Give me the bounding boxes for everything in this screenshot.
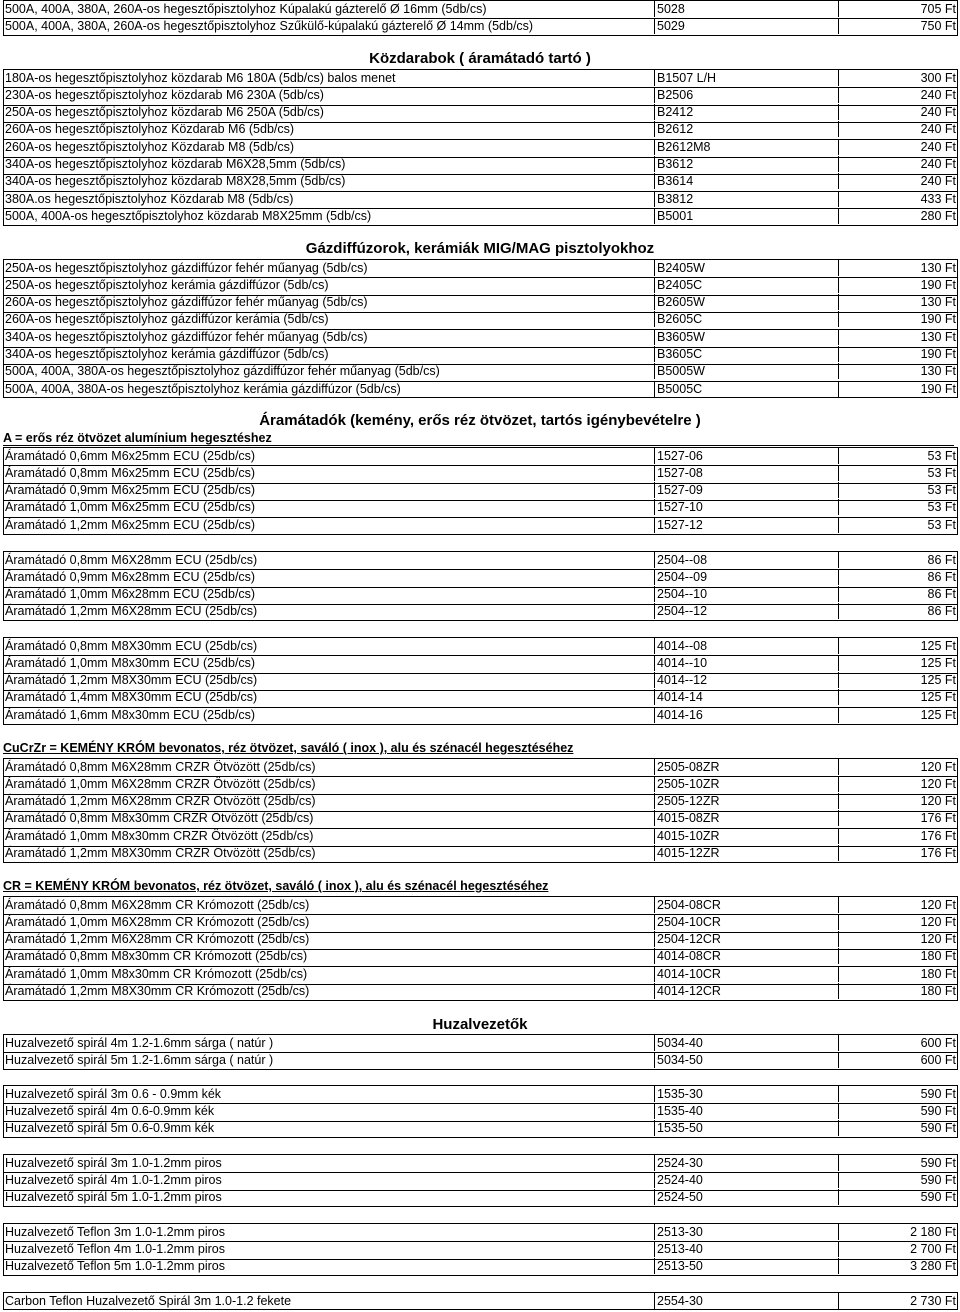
product-price: 53 Ft xyxy=(927,465,956,480)
product-description: 500A, 400A, 380A-os hegesztőpisztolyhoz gázdiffúzor fehér műanyag (5db/cs) xyxy=(3,363,655,379)
product-price: 590 Ft xyxy=(920,1172,956,1187)
product-price: 190 Ft xyxy=(920,347,956,361)
product-price: 53 Ft xyxy=(927,483,956,498)
section-subheading: CR = KEMÉNY KRÓM bevonatos, réz ötvözet, saváló ( inox ), alu és szénacél hegesztéséhez xyxy=(3,879,549,893)
product-description: Carbon Teflon Huzalvezető Spirál 3m 1.0-1.2 fekete xyxy=(3,1293,655,1309)
product-price: 180 Ft xyxy=(920,984,956,998)
product-description: Huzalvezető Teflon 4m 1.0-1.2mm piros xyxy=(3,1241,655,1257)
product-description: Áramátadó 1,2mm M6X28mm CRZR Ötvözött (25db/cs) xyxy=(3,793,655,809)
product-description: 260A-os hegesztőpisztolyhoz gázdiffúzor kerámia (5db/cs) xyxy=(3,311,655,327)
table-row xyxy=(3,294,958,310)
product-description: 230A-os hegesztőpisztolyhoz közdarab M6 230A (5db/cs) xyxy=(3,87,655,103)
table-row xyxy=(3,499,958,515)
product-price: 705 Ft xyxy=(920,1,956,16)
product-price: 240 Ft xyxy=(920,122,956,137)
product-code: 4015-10ZR xyxy=(655,828,839,844)
product-price: 433 Ft xyxy=(920,191,956,206)
product-description: Áramátadó 0,8mm M6X28mm CRZR Ötvözött (25db/cs) xyxy=(3,759,655,775)
table-row xyxy=(3,482,958,498)
table-row xyxy=(3,1086,958,1102)
table-row xyxy=(3,1155,958,1171)
table-row xyxy=(3,104,958,120)
product-code: 2513-40 xyxy=(655,1241,839,1257)
product-code: 2504--09 xyxy=(655,569,839,585)
product-price: 590 Ft xyxy=(920,1121,956,1136)
product-code: 4014-08CR xyxy=(655,948,839,964)
product-description: 500A, 400A, 380A-os hegesztőpisztolyhoz kerámia gázdiffúzor (5db/cs) xyxy=(3,381,655,397)
product-description: Huzalvezető Teflon 3m 1.0-1.2mm piros xyxy=(3,1224,655,1240)
product-price: 240 Ft xyxy=(920,105,956,120)
product-code: 2524-50 xyxy=(655,1189,839,1205)
product-code: 1527-09 xyxy=(655,482,839,498)
product-code: 4015-08ZR xyxy=(655,810,839,826)
table-row xyxy=(3,914,958,930)
table-row xyxy=(3,810,958,826)
product-description: Huzalvezető spirál 5m 1.0-1.2mm piros xyxy=(3,1189,655,1205)
table-row xyxy=(3,1052,958,1068)
product-description: 250A-os hegesztőpisztolyhoz kerámia gázdiffúzor (5db/cs) xyxy=(3,277,655,293)
product-price: 86 Ft xyxy=(927,552,956,567)
product-code: 2505-08ZR xyxy=(655,759,839,775)
product-price: 300 Ft xyxy=(920,70,956,85)
product-description: Áramátadó 1,2mm M8X30mm ECU (25db/cs) xyxy=(3,672,655,688)
product-price: 176 Ft xyxy=(920,828,956,843)
product-description: Áramátadó 1,6mm M8x30mm ECU (25db/cs) xyxy=(3,707,655,723)
product-code: B5001 xyxy=(655,208,839,224)
product-code: 4014-10CR xyxy=(655,966,839,982)
product-price: 120 Ft xyxy=(920,776,956,791)
product-description: Huzalvezető Teflon 5m 1.0-1.2mm piros xyxy=(3,1258,655,1274)
table-row xyxy=(3,983,958,999)
product-description: 340A-os hegesztőpisztolyhoz közdarab M6X28,5mm (5db/cs) xyxy=(3,156,655,172)
product-price: 130 Ft xyxy=(920,364,956,379)
product-price: 86 Ft xyxy=(927,604,956,619)
product-description: 340A-os hegesztőpisztolyhoz közdarab M8X28,5mm (5db/cs) xyxy=(3,173,655,189)
product-description: 180A-os hegesztőpisztolyhoz közdarab M6 180A (5db/cs) balos menet xyxy=(3,70,655,86)
table-row xyxy=(3,759,958,775)
table-row xyxy=(3,897,958,913)
table-row xyxy=(3,655,958,671)
table-row xyxy=(3,1224,958,1240)
product-price: 750 Ft xyxy=(920,18,956,33)
product-code: B3605C xyxy=(655,346,839,362)
table-row xyxy=(3,1035,958,1051)
table-row xyxy=(3,173,958,189)
product-code: B5005C xyxy=(655,381,839,397)
table-row xyxy=(3,329,958,345)
product-description: Áramátadó 1,2mm M6X28mm CR Krómozott (25db/cs) xyxy=(3,931,655,947)
table-row xyxy=(3,552,958,568)
table-row xyxy=(3,672,958,688)
product-price: 180 Ft xyxy=(920,966,956,981)
product-description: Áramátadó 0,8mm M6x25mm ECU (25db/cs) xyxy=(3,465,655,481)
product-price: 240 Ft xyxy=(920,87,956,102)
section-heading: Áramátadók (kemény, erős réz ötvözet, tartós igénybevételre ) xyxy=(259,412,701,429)
product-code: 2554-30 xyxy=(655,1293,839,1309)
product-price: 600 Ft xyxy=(920,1052,956,1067)
product-code: 4014--10 xyxy=(655,655,839,671)
section-heading: Gázdiffúzorok, kerámiák MIG/MAG pisztolyokhoz xyxy=(305,240,655,257)
product-price: 240 Ft xyxy=(920,157,956,171)
product-description: Áramátadó 1,2mm M8X30mm CRZR Ötvözött (25db/cs) xyxy=(3,845,655,861)
product-code: 2513-50 xyxy=(655,1258,839,1274)
product-description: Huzalvezető spirál 4m 1.0-1.2mm piros xyxy=(3,1172,655,1188)
table-row xyxy=(3,363,958,379)
product-code: 5029 xyxy=(655,18,839,34)
table-row xyxy=(3,191,958,207)
table-row xyxy=(3,208,958,224)
product-description: Áramátadó 0,8mm M6X28mm ECU (25db/cs) xyxy=(3,552,655,568)
product-code: 5028 xyxy=(655,1,839,17)
table-row xyxy=(3,139,958,155)
product-price: 280 Ft xyxy=(920,208,956,223)
product-description: Áramátadó 1,4mm M8X30mm ECU (25db/cs) xyxy=(3,689,655,705)
product-description: Áramátadó 1,0mm M8x30mm ECU (25db/cs) xyxy=(3,655,655,671)
product-description: Áramátadó 0,6mm M6x25mm ECU (25db/cs) xyxy=(3,448,655,464)
table-row xyxy=(3,1189,958,1205)
product-price: 176 Ft xyxy=(920,811,956,826)
product-description: Huzalvezető spirál 4m 0.6-0.9mm kék xyxy=(3,1103,655,1119)
product-code: 2504-08CR xyxy=(655,897,839,913)
product-description: 500A, 400A, 380A, 260A-os hegesztőpisztolyhoz Szűkülő-kúpalakú gázterelő Ø 14mm (5db/cs) xyxy=(3,18,655,34)
table-row xyxy=(3,346,958,362)
product-description: Huzalvezető spirál 5m 1.2-1.6mm sárga ( natúr ) xyxy=(3,1052,655,1068)
product-description: Áramátadó 1,0mm M6x28mm ECU (25db/cs) xyxy=(3,586,655,602)
product-code: 1535-40 xyxy=(655,1103,839,1119)
product-description: 260A-os hegesztőpisztolyhoz gázdiffúzor fehér műanyag (5db/cs) xyxy=(3,294,655,310)
product-code: B2605C xyxy=(655,311,839,327)
table-row xyxy=(3,1241,958,1257)
product-code: B3614 xyxy=(655,173,839,189)
product-code: B1507 L/H xyxy=(655,70,839,86)
product-code: 1527-10 xyxy=(655,499,839,515)
product-price: 190 Ft xyxy=(920,277,956,292)
product-price: 2 730 Ft xyxy=(910,1293,956,1308)
product-description: Áramátadó 0,8mm M6X28mm CR Krómozott (25db/cs) xyxy=(3,897,655,913)
section-subheading: CuCrZr = KEMÉNY KRÓM bevonatos, réz ötvözet, saváló ( inox ), alu és szénacél hegesztéséhez xyxy=(3,741,574,755)
table-row xyxy=(3,689,958,705)
product-description: Huzalvezető spirál 3m 1.0-1.2mm piros xyxy=(3,1155,655,1171)
table-row xyxy=(3,448,958,464)
product-price: 125 Ft xyxy=(920,690,956,705)
table-row xyxy=(3,1103,958,1119)
table-row xyxy=(3,845,958,861)
product-code: 1527-12 xyxy=(655,517,839,533)
product-code: 2504--08 xyxy=(655,552,839,568)
product-description: Huzalvezető spirál 5m 0.6-0.9mm kék xyxy=(3,1120,655,1136)
product-description: 380A.os hegesztőpisztolyhoz Közdarab M8 (5db/cs) xyxy=(3,191,655,207)
product-code: B2506 xyxy=(655,87,839,103)
table-row xyxy=(3,1,958,17)
table-row xyxy=(3,586,958,602)
product-description: Huzalvezető spirál 3m 0.6 - 0.9mm kék xyxy=(3,1086,655,1102)
product-code: 5034-50 xyxy=(655,1052,839,1068)
product-description: Áramátadó 0,8mm M8x30mm CRZR Ötvözött (25db/cs) xyxy=(3,810,655,826)
product-description: Áramátadó 1,0mm M6x25mm ECU (25db/cs) xyxy=(3,499,655,515)
product-price: 125 Ft xyxy=(920,707,956,722)
product-code: 2505-12ZR xyxy=(655,793,839,809)
product-price: 190 Ft xyxy=(920,312,956,327)
product-code: 2504-10CR xyxy=(655,914,839,930)
product-code: B2605W xyxy=(655,294,839,310)
product-price: 53 Ft xyxy=(927,500,956,515)
product-price: 2 180 Ft xyxy=(910,1224,956,1239)
product-description: 340A-os hegesztőpisztolyhoz kerámia gázdiffúzor (5db/cs) xyxy=(3,346,655,362)
product-code: 4015-12ZR xyxy=(655,845,839,861)
product-price: 180 Ft xyxy=(920,949,956,964)
product-description: Áramátadó 1,0mm M6X28mm CR Krómozott (25db/cs) xyxy=(3,914,655,930)
product-description: 250A-os hegesztőpisztolyhoz gázdiffúzor fehér műanyag (5db/cs) xyxy=(3,260,655,276)
table-row xyxy=(3,948,958,964)
product-price: 86 Ft xyxy=(927,569,956,584)
product-description: 260A-os hegesztőpisztolyhoz Közdarab M6 (5db/cs) xyxy=(3,121,655,137)
product-code: B3812 xyxy=(655,191,839,207)
product-code: 2504-12CR xyxy=(655,931,839,947)
product-code: 2524-30 xyxy=(655,1155,839,1171)
product-price: 240 Ft xyxy=(920,139,956,154)
product-code: B3605W xyxy=(655,329,839,345)
product-code: B2405W xyxy=(655,260,839,276)
product-description: 250A-os hegesztőpisztolyhoz közdarab M6 250A (5db/cs) xyxy=(3,104,655,120)
section-subheading: A = erős réz ötvözet alumínium hegesztéshez xyxy=(3,431,954,446)
product-price: 125 Ft xyxy=(920,655,956,670)
table-row xyxy=(3,603,958,619)
product-code: 2505-10ZR xyxy=(655,776,839,792)
product-code: 1527-06 xyxy=(655,448,839,464)
product-description: Áramátadó 1,2mm M6X28mm ECU (25db/cs) xyxy=(3,603,655,619)
product-description: Áramátadó 0,8mm M8x30mm CR Krómozott (25db/cs) xyxy=(3,948,655,964)
table-row xyxy=(3,1120,958,1136)
product-description: 500A, 400A, 380A, 260A-os hegesztőpisztolyhoz Kúpalakú gázterelő Ø 16mm (5db/cs) xyxy=(3,1,655,17)
product-price: 53 Ft xyxy=(927,448,956,463)
product-price: 125 Ft xyxy=(920,673,956,688)
product-price: 590 Ft xyxy=(920,1190,956,1205)
product-price: 176 Ft xyxy=(920,846,956,860)
product-price: 86 Ft xyxy=(927,587,956,602)
product-description: Áramátadó 1,2mm M8X30mm CR Krómozott (25db/cs) xyxy=(3,983,655,999)
product-price: 240 Ft xyxy=(920,174,956,189)
table-row xyxy=(3,707,958,723)
product-code: 2513-30 xyxy=(655,1224,839,1240)
product-code: 4014-14 xyxy=(655,689,839,705)
product-code: B2412 xyxy=(655,104,839,120)
product-code: 1527-08 xyxy=(655,465,839,481)
table-row xyxy=(3,70,958,86)
product-price: 120 Ft xyxy=(920,932,956,947)
product-code: 4014--12 xyxy=(655,672,839,688)
product-price: 590 Ft xyxy=(920,1086,956,1101)
product-description: Áramátadó 0,9mm M6x25mm ECU (25db/cs) xyxy=(3,482,655,498)
product-description: Áramátadó 1,0mm M8x30mm CRZR Ötvözött (25db/cs) xyxy=(3,828,655,844)
table-row xyxy=(3,569,958,585)
product-description: Áramátadó 1,0mm M6X28mm CRZR Ötvözött (25db/cs) xyxy=(3,776,655,792)
table-row xyxy=(3,638,958,654)
product-code: 5034-40 xyxy=(655,1035,839,1051)
product-description: Áramátadó 0,9mm M6x28mm ECU (25db/cs) xyxy=(3,569,655,585)
product-code: B2612M8 xyxy=(655,139,839,155)
product-code: B2405C xyxy=(655,277,839,293)
table-row xyxy=(3,277,958,293)
product-description: Áramátadó 1,0mm M8x30mm CR Krómozott (25db/cs) xyxy=(3,966,655,982)
product-price: 120 Ft xyxy=(920,794,956,809)
table-row xyxy=(3,1172,958,1188)
product-code: B3612 xyxy=(655,156,839,172)
product-price: 190 Ft xyxy=(920,381,956,396)
table-row xyxy=(3,121,958,137)
table-row xyxy=(3,465,958,481)
table-row xyxy=(3,517,958,533)
product-price: 130 Ft xyxy=(920,260,956,275)
product-price: 590 Ft xyxy=(920,1155,956,1170)
product-price: 590 Ft xyxy=(920,1103,956,1118)
table-row xyxy=(3,156,958,172)
table-row xyxy=(3,966,958,982)
table-row xyxy=(3,793,958,809)
table-row xyxy=(3,311,958,327)
product-description: Huzalvezető spirál 4m 1.2-1.6mm sárga ( natúr ) xyxy=(3,1035,655,1051)
product-code: 4014-12CR xyxy=(655,983,839,999)
product-code: B2612 xyxy=(655,121,839,137)
product-price: 600 Ft xyxy=(920,1035,956,1050)
table-row xyxy=(3,1258,958,1274)
product-price: 2 700 Ft xyxy=(910,1241,956,1256)
table-row xyxy=(3,381,958,397)
product-description: 340A-os hegesztőpisztolyhoz gázdiffúzor fehér műanyag (5db/cs) xyxy=(3,329,655,345)
section-heading: Közdarabok ( áramátadó tartó ) xyxy=(369,50,591,67)
product-code: 2504--12 xyxy=(655,603,839,619)
product-code: 1535-50 xyxy=(655,1120,839,1136)
table-row xyxy=(3,18,958,34)
product-price: 130 Ft xyxy=(920,295,956,310)
section-heading: Huzalvezetők xyxy=(432,1016,528,1033)
product-price: 130 Ft xyxy=(920,329,956,344)
product-code: 1535-30 xyxy=(655,1086,839,1102)
table-row xyxy=(3,776,958,792)
table-row xyxy=(3,87,958,103)
table-row xyxy=(3,931,958,947)
product-price: 125 Ft xyxy=(920,638,956,653)
product-code: B5005W xyxy=(655,363,839,379)
product-description: 260A-os hegesztőpisztolyhoz Közdarab M8 (5db/cs) xyxy=(3,139,655,155)
table-row xyxy=(3,260,958,276)
product-description: Áramátadó 1,2mm M6x25mm ECU (25db/cs) xyxy=(3,517,655,533)
table-row xyxy=(3,1293,958,1309)
product-price: 53 Ft xyxy=(927,517,956,532)
table-row xyxy=(3,828,958,844)
product-price: 3 280 Ft xyxy=(910,1259,956,1274)
product-code: 4014-16 xyxy=(655,707,839,723)
product-code: 2524-40 xyxy=(655,1172,839,1188)
product-description: Áramátadó 0,8mm M8X30mm ECU (25db/cs) xyxy=(3,638,655,654)
product-price: 120 Ft xyxy=(920,759,956,774)
product-price: 120 Ft xyxy=(920,897,956,912)
product-code: 2504--10 xyxy=(655,586,839,602)
product-code: 4014--08 xyxy=(655,638,839,654)
product-description: 500A, 400A-os hegesztőpisztolyhoz közdarab M8X25mm (5db/cs) xyxy=(3,208,655,224)
product-price: 120 Ft xyxy=(920,914,956,929)
